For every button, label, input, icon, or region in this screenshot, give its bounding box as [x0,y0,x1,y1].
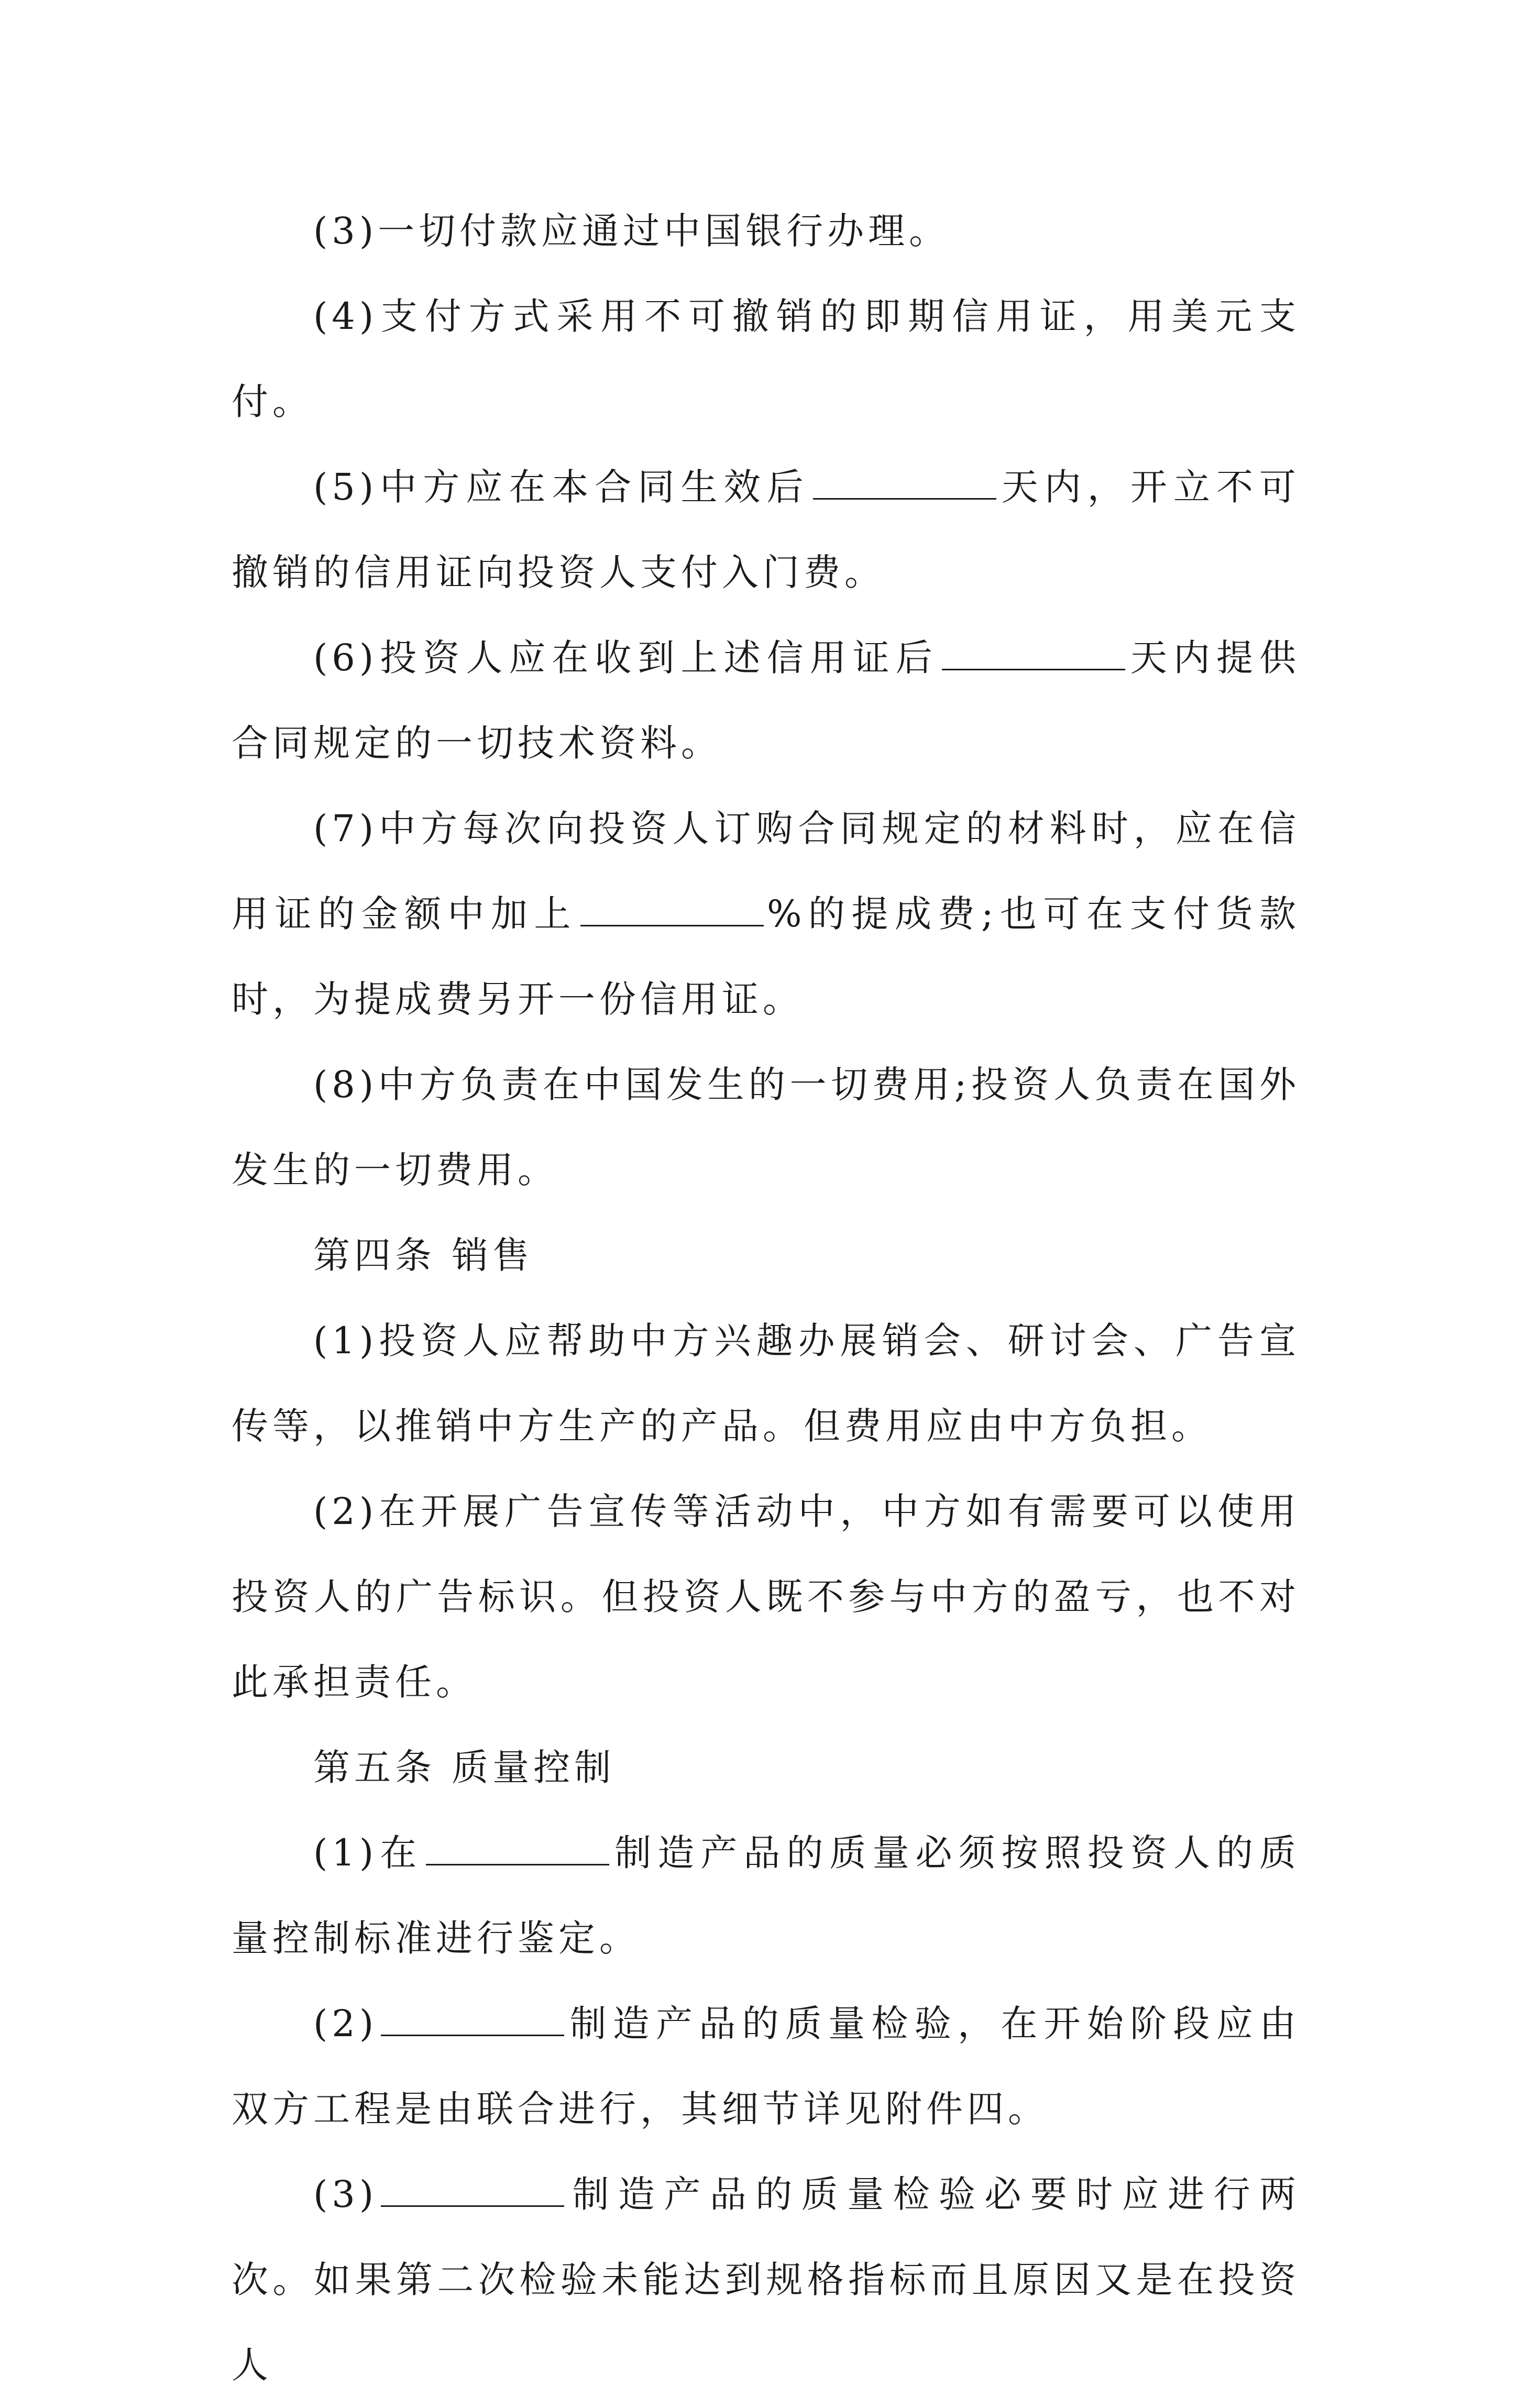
clause-text: 制造产品的质量检验必要时应进行两次。如果第二次检验未能达到规格指标而且原因又是在投资人 [232,2173,1300,2387]
article-5-heading [232,1725,1300,1810]
clause-text: (3) [313,2173,378,2216]
clause-text: (1)投资人应帮助中方兴趣办展销会、研讨会、广告宣传等，以推销中方生产的产品。但费用应由中方负担。 [232,1319,1300,1448]
fill-in-blank [426,1863,609,1865]
clause-text: (2) [313,2002,378,2045]
fill-in-blank [381,2205,564,2207]
clause-3-4 [232,274,1300,445]
article-4-heading [232,1213,1300,1298]
clause-3-3 [232,189,1300,274]
article-heading: 第四条 销售 [313,1234,534,1277]
fill-in-blank [580,924,764,926]
clause-4-1 [232,1298,1300,1469]
clause-5-3 [232,2152,1300,2408]
clause-text: (6)投资人应在收到上述信用证后 [313,636,939,679]
fill-in-blank [942,668,1125,670]
clause-3-6 [232,615,1300,786]
clause-4-2 [232,1469,1300,1725]
clause-text: (8)中方负责在中国发生的一切费用;投资人负责在国外发生的一切费用。 [232,1063,1300,1191]
clause-5-1 [232,1810,1300,1981]
clause-text: (5)中方应在本合同生效后 [313,466,810,509]
clause-text: 天内，开立不可撤销的信用证向投资人支付入门费。 [232,466,1300,594]
clause-text: (7)中方每次向投资人订购合同规定的材料时，应在信用证的金额中加上 [232,807,1300,935]
clause-text: (1)在 [313,1831,423,1874]
clause-3-8 [232,1042,1300,1213]
clause-text: 天内提供合同规定的一切技术资料。 [232,636,1300,765]
clause-3-7 [232,786,1300,1042]
clause-text: 制造产品的质量必须按照投资人的质量控制标准进行鉴定。 [232,1831,1300,1960]
fill-in-blank [813,498,996,500]
clause-5-2 [232,1981,1300,2152]
document-body [232,189,1300,2408]
clause-text: (3)一切付款应通过中国银行办理。 [313,209,950,252]
clause-text: (4)支付方式采用不可撤销的即期信用证，用美元支付。 [232,295,1300,423]
clause-3-5 [232,445,1300,615]
article-heading: 第五条 质量控制 [313,1746,616,1789]
clause-text: (2)在开展广告宣传等活动中，中方如有需要可以使用投资人的广告标识。但投资人既不参与中方的盈亏，也不对此承担责任。 [232,1490,1300,1704]
fill-in-blank [381,2034,564,2036]
clause-text: %的提成费;也可在支付货款时，为提成费另开一份信用证。 [232,892,1301,1021]
clause-text: 制造产品的质量检验，在开始阶段应由双方工程是由联合进行，其细节详见附件四。 [232,2002,1300,2130]
